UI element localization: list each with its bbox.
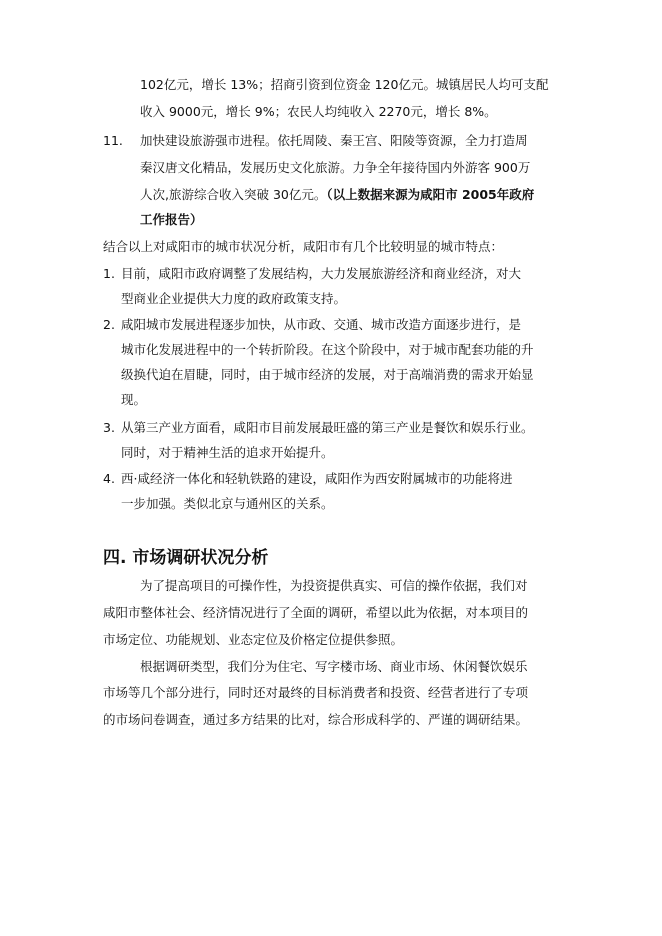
feature-3-number: 3. xyxy=(103,420,115,435)
feature-2-line-2: 城市化发展进程中的一个转折阶段。在这个阶段中，对于城市配套功能的升 xyxy=(121,342,534,357)
section4-para1-line-3: 市场定位、功能规划、业态定位及价格定位提供参照。 xyxy=(103,632,404,647)
item11-line-3-text: 人次,旅游综合收入突破 30亿元。 xyxy=(140,187,327,202)
item11-line-1: 加快建设旅游强市进程。依托周陵、秦王宫、阳陵等资源，全力打造周 xyxy=(140,133,528,148)
data-source-note-end: 工作报告） xyxy=(140,212,203,227)
feature-4-line-1: 西·咸经济一体化和轻轨铁路的建设，咸阳作为西安附属城市的功能将进 xyxy=(121,471,513,486)
feature-3-line-1: 从第三产业方面看，咸阳市目前发展最旺盛的第三产业是餐饮和娱乐行业。 xyxy=(121,420,534,435)
section4-para2-line-2: 市场等几个部分进行，同时还对最终的目标消费者和投资、经营者进行了专项 xyxy=(103,685,529,700)
item11-line-2: 秦汉唐文化精品，发展历史文化旅游。力争全年接待国内外游客 900万 xyxy=(140,160,531,175)
feature-1-line-1: 目前，咸阳市政府调整了发展结构，大力发展旅游经济和商业经济，对大 xyxy=(121,266,522,281)
feature-3-line-2: 同时，对于精神生活的追求开始提升。 xyxy=(121,445,334,460)
feature-1-number: 1. xyxy=(103,266,115,281)
feature-2-line-4: 现。 xyxy=(121,392,147,407)
section4-para1-line-1: 为了提高项目的可操作性，为投资提供真实、可信的操作依据，我们对 xyxy=(140,578,528,593)
section4-para2-line-1: 根据调研类型，我们分为住宅、写字楼市场、商业市场、休闲餐饮娱乐 xyxy=(140,659,528,674)
feature-4-line-2: 一步加强。类似北京与通州区的关系。 xyxy=(121,496,334,511)
feature-2-line-1: 咸阳城市发展进程逐步加快，从市政、交通、城市改造方面逐步进行，是 xyxy=(121,317,522,332)
feature-1-line-2: 型商业企业提供大力度的政府政策支持。 xyxy=(121,291,347,306)
item10-line-2: 收入 9000元，增长 9%；农民人均纯收入 2270元，增长 8%。 xyxy=(140,104,497,119)
section4-para2-line-3: 的市场问卷调查，通过多方结果的比对，综合形成科学的、严谨的调研结果。 xyxy=(103,712,529,727)
feature-2-number: 2. xyxy=(103,317,115,332)
feature-2-line-3: 级换代迫在眉睫，同时，由于城市经济的发展，对于高端消费的需求开始显 xyxy=(121,367,534,382)
data-source-note: （以上数据来源为咸阳市 2005年政府 xyxy=(326,187,535,202)
section-heading: 四. 市场调研状况分析 xyxy=(103,548,269,568)
item10-line-1: 102亿元，增长 13%；招商引资到位资金 120亿元。城镇居民人均可支配 xyxy=(140,77,549,92)
summary-intro: 结合以上对咸阳市的城市状况分析，咸阳市有几个比较明显的城市特点： xyxy=(103,239,504,254)
section4-para1-line-2: 咸阳市整体社会、经济情况进行了全面的调研，希望以此为依据，对本项目的 xyxy=(103,605,529,620)
item11-line-3 xyxy=(140,187,534,203)
item11-number: 11. xyxy=(103,133,123,148)
feature-4-number: 4. xyxy=(103,471,115,486)
